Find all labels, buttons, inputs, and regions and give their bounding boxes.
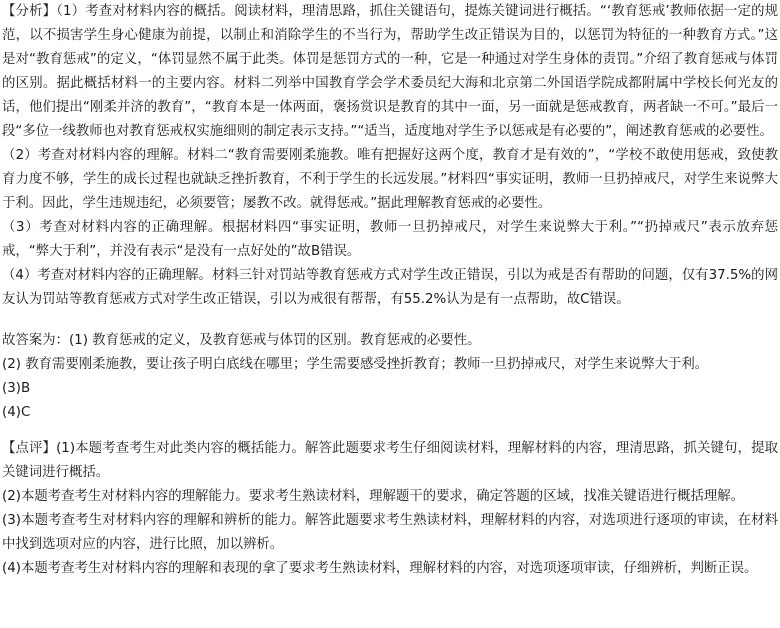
analysis-paragraph-1: 【分析】（1）考查对材料内容的概括。阅读材料，理清思路，抓住关键语句，提炼关键词进行概括。“‘教育惩戒’教师依据一定的规范，以不损害学生身心健康为前提，以制止和消除学生的不当行为，帮助学生改正错误为目的，以惩罚为特征的一种教育方式。”这是对“教育惩戒”的定义，“体罚显然不属于此类。体罚是惩罚方式的一种，它是一种通过对学生身体的责罚。”介绍了教育惩戒与体罚的区别。据此概括材料一的主要内容。材料二列举中国教育学会学术委员纪大海和北京第二外国语学院成都附属中学校长何光友的话，他们提出“刚柔并济的教育”，“教育本是一体两面，褒扬赏识是教育的其中一面，另一面就是惩戒教育，两者缺一不可。”最后一段“多位一线教师也对教育惩戒权实施细则的制定表示支持。”“适当，适度地对学生予以惩戒是有必要的”，阐述教育惩戒的必要性。 xyxy=(2,4,778,139)
analysis-section xyxy=(0,0,780,312)
comment-section xyxy=(0,437,780,581)
comment-paragraph-4: (4)本题考查考生对材料内容的理解和表现的拿了要求考生熟读材料，理解材料的内容，对选项逐项审读，仔细辨析，判断正误。 xyxy=(2,561,758,576)
answer-line-3: (3)B xyxy=(2,381,31,396)
answer-section xyxy=(0,329,780,425)
comment-paragraph-3: (3)本题考查考生对材料内容的理解和辨析的能力。解答此题要求考生熟读材料，理解材料的内容，对选项进行逐项的审读，在材料中找到选项对应的内容，进行比照，加以辨析。 xyxy=(2,513,778,552)
answer-line-2: (2) 教育需要刚柔施教，要让孩子明白底线在哪里；学生需要感受挫折教育；教师一旦扔掉戒尺，对学生来说弊大于利。 xyxy=(2,357,709,372)
answer-line-4: (4)C xyxy=(2,405,31,420)
comment-paragraph-2: (2)本题考查考生对材料内容的理解能力。要求考生熟读材料，理解题干的要求，确定答题的区域，找准关键语进行概括理解。 xyxy=(2,489,745,504)
answer-line-1: 故答案为：(1) 教育惩戒的定义，及教育惩戒与体罚的区别。教育惩戒的必要性。 xyxy=(2,333,481,348)
comment-paragraph-1: 【点评】(1)本题考查考生对此类内容的概括能力。解答此题要求考生仔细阅读材料，理解材料的内容，理清思路，抓关键句，提取关键词进行概括。 xyxy=(2,441,778,480)
analysis-paragraph-2: （2）考查对材料内容的理解。材料二“教育需要刚柔施教。唯有把握好这两个度，教育才是有效的”，“学校不敢使用惩戒，致使教育力度不够，学生的成长过程也就缺乏挫折教育，不利于学生的长远发展。”材料四“事实证明，教师一旦扔掉戒尺，对学生来说弊大于利。因此，学生违规违纪，必须要管；屡教不改。就得惩戒。”据此理解教育惩戒的必要性。 xyxy=(2,148,778,211)
analysis-paragraph-3: （3）考查对材料内容的正确理解。根据材料四“事实证明，教师一旦扔掉戒尺，对学生来说弊大于利。”“扔掉戒尺”表示放弃惩戒，“弊大于利”，并没有表示“是没有一点好处的”故B错误。 xyxy=(2,220,778,259)
analysis-paragraph-4: （4）考查对材料内容的正确理解。材料三针对罚站等教育惩戒方式对学生改正错误，引以为戒是否有帮助的问题，仅有37.5%的网友认为罚站等教育惩戒方式对学生改正错误，引以为戒很有帮帮，有55.2%认为是有一点帮助，故C错误。 xyxy=(2,268,778,307)
